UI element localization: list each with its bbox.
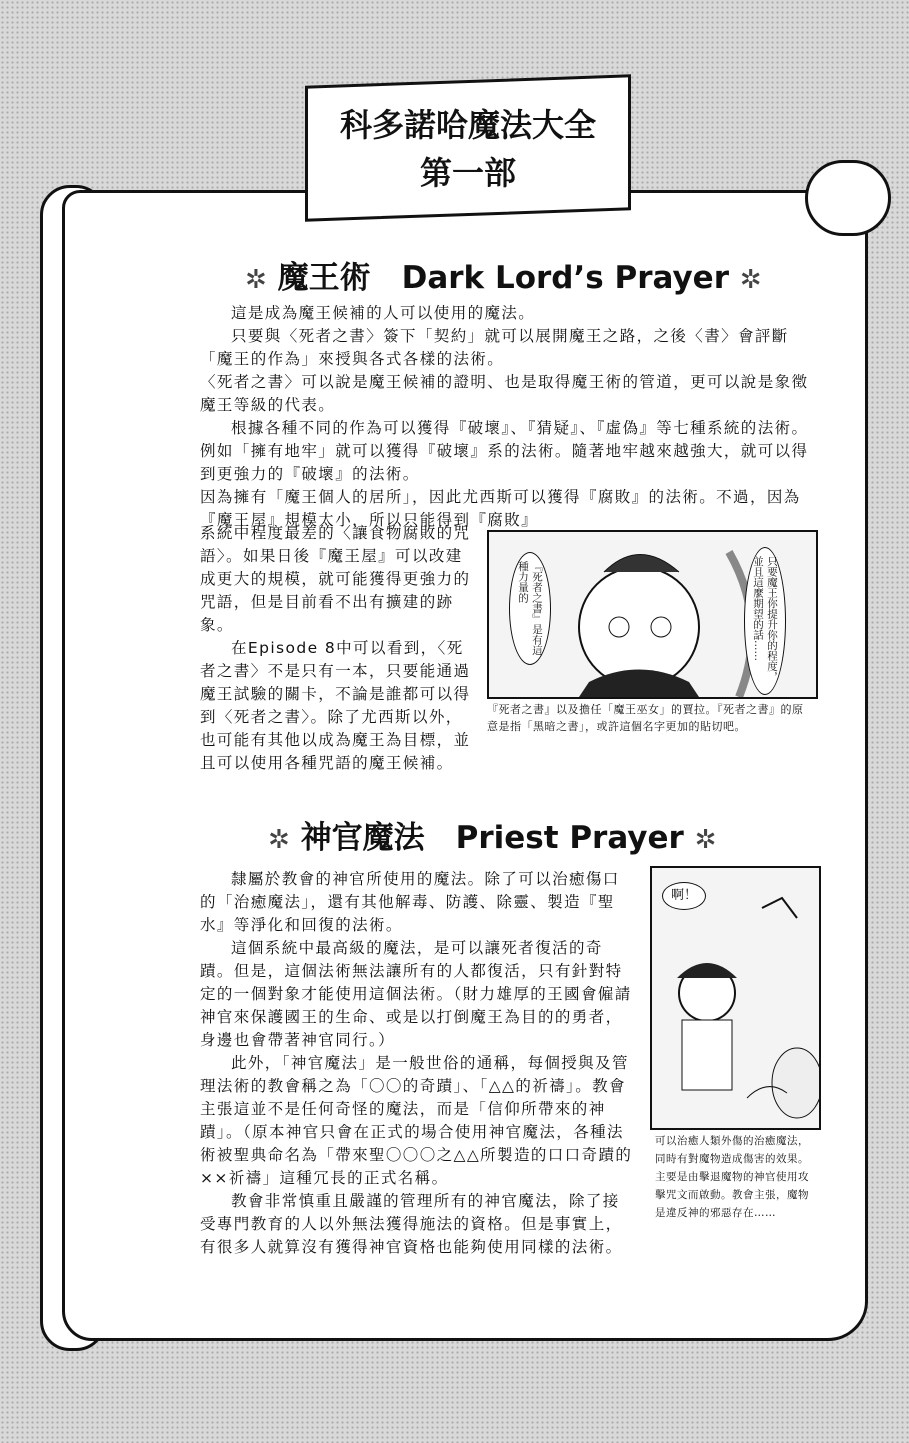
speech-bubble: 『死者之書』是有這種力量的 — [509, 552, 551, 665]
paragraph: 這個系統中最高級的魔法，是可以讓死者復活的奇蹟。但是，這個法術無法讓所有的人都復活，只有針對特定的一個對象才能使用這個法術。（財力雄厚的王國會僱請神官來保護國王的生命、或是以打倒魔王為目的的勇者，身邊也會帶著神官同行。） — [200, 939, 632, 1049]
section1-body-narrow — [200, 522, 478, 775]
paragraph: 只要與〈死者之書〉簽下「契約」就可以展開魔王之路，之後〈書〉會評斷「魔王的作為」來授與各式各樣的法術。 — [200, 327, 789, 368]
section-title-dark-lord: ✲ 魔王術 Dark Lord’s Prayer ✲ — [245, 260, 762, 296]
paragraph: 隸屬於教會的神官所使用的魔法。除了可以治癒傷口的「治癒魔法」，還有其他解毒、防護、除靈、製造『聖水』等淨化和回復的法術。 — [200, 870, 620, 934]
sparkle-icon: ✲ — [245, 265, 267, 295]
paragraph: 系統中程度最差的〈讓食物腐敗的咒語〉。如果日後『魔王屋』可以改建成更大的規模，就可能獲得更強力的咒語，但是目前看不出有擴建的跡象。 — [200, 524, 471, 634]
figure-caption: 『死者之書』以及擔任「魔王巫女」的賈拉。『死者之書』的原意是指「黑暗之書」，或許這個名字更加的貼切吧。 — [487, 703, 804, 733]
sparkle-icon: ✲ — [739, 265, 762, 295]
paragraph: 根據各種不同的作為可以獲得『破壞』、『猜疑』、『虛偽』等七種系統的法術。例如「擁有地牢」就可以獲得『破壞』系的法術。隨著地牢越來越強大，就可以得到更強力的『破壞』的法術。 — [200, 419, 809, 483]
manga-panel-jara — [487, 530, 818, 699]
page-title: 科多諾哈魔法大全 — [339, 106, 596, 144]
paragraph: 教會非常慎重且嚴謹的管理所有的神官魔法，除了接受專門教育的人以外無法獲得施法的資格。但是事實上，有很多人就算沒有獲得神官資格也能夠使用同樣的法術。 — [200, 1192, 623, 1256]
section2-body — [200, 868, 635, 1259]
paragraph: 因為擁有「魔王個人的居所」，因此尤西斯可以獲得『腐敗』的法術。不過，因為『魔王屋』規模太小，所以只能得到『腐敗』 — [200, 488, 801, 529]
section1-body — [200, 302, 820, 532]
paragraph: 在Episode 8中可以看到，〈死者之書〉不是只有一本，只要能通過魔王試驗的關卡，不論是誰都可以得到〈死者之書〉。除了尤西斯以外，也可能有其他以成為魔王為目標，並且可以使用各種咒語的魔王候補。 — [200, 639, 471, 772]
manga-panel-priest — [650, 866, 821, 1130]
sparkle-icon: ✲ — [268, 825, 290, 855]
speech-bubble: 只要魔王你提升你的程度，並且這麼期望的話…… — [744, 547, 786, 695]
title-banner — [305, 74, 631, 221]
paragraph: 〈死者之書〉可以說是魔王候補的證明、也是取得魔王術的管道，更可以說是象徵魔王等級的代表。 — [200, 373, 809, 414]
sparkle-icon: ✲ — [694, 825, 717, 855]
paragraph: 這是成為魔王候補的人可以使用的魔法。 — [231, 304, 536, 322]
scroll-right-roll — [805, 160, 891, 236]
paragraph: 此外，「神官魔法」是一般世俗的通稱，每個授與及管理法術的教會稱之為「〇〇的奇蹟」、「△△的祈禱」。教會主張這並不是任何奇怪的魔法，而是「信仰所帶來的神蹟」。（原本神官只會在正式的場合使用神官魔法，各種法術被聖典命名為「帶來聖〇〇〇之△△所製造的口口奇蹟的××祈禱」這種冗長的正式名稱。 — [200, 1054, 633, 1187]
page-subtitle: 第一部 — [419, 154, 516, 192]
figure-caption: 可以治癒人類外傷的治癒魔法，同時有對魔物造成傷害的效果。主要是由擊退魔物的神官使用攻擊咒文而啟動。教會主張，魔物是違反神的邪惡存在…… — [655, 1135, 809, 1219]
section-title-priest: ✲ 神官魔法 Priest Prayer ✲ — [268, 820, 717, 856]
speech-bubble: 啊！ — [662, 882, 706, 910]
